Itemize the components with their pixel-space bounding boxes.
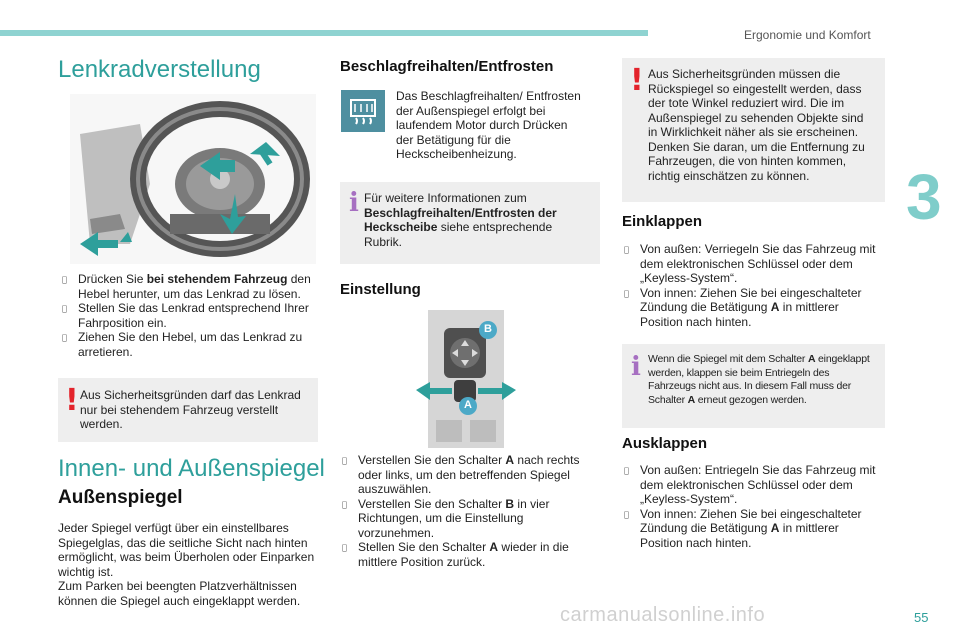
fold-bullet-list (624, 242, 884, 329)
info-icon: i (349, 188, 359, 218)
info-box-defrost (340, 182, 600, 264)
title-lenkradverstellung: Lenkradverstellung (58, 56, 261, 83)
warning-text: Aus Sicherheitsgründen müssen die Rückspiegel so eingestellt werden, dass der tote Winkel reduziert wird. Die im Außenspiegel zu sehenden Objekte sind in Wirklichkeit näher als sie erscheinen. Denken Sie daran, um die Entfernung zu Fahrzeugen, die von hinten kommen, richtig einschätzen zu können. (648, 67, 865, 183)
defrost-text: Das Beschlagfreihalten/ Entfrosten der Außenspiegel erfolgt bei laufendem Motor durch Drücken der Betätigung für die Heckscheibenheizung. (396, 89, 581, 161)
steering-wheel-illustration (70, 94, 316, 264)
warning-icon: ! (65, 383, 79, 418)
rear-defrost-icon (341, 90, 385, 132)
list-item: Von innen: Ziehen Sie bei eingeschalteter Zündung die Betätigung A in mittlerer Position nach hinten. (640, 506, 862, 550)
info-icon: i (631, 352, 641, 382)
info-text: Wenn die Spiegel mit dem Schalter A eingeklappt werden, klappen sie beim Entriegeln des Fahrzeugs nicht aus. In diesem Fall muss der Schalter A erneut gezogen werden. (648, 353, 870, 406)
info-text: Für weitere Informationen zum Beschlagfreihalten/Entfrosten der Heckscheibe siehe entsprechende Rubrik. (364, 191, 557, 249)
unfold-bullet-list (624, 463, 884, 550)
chapter-number: 3 (906, 161, 942, 233)
watermark: carmanualsonline.info (560, 604, 766, 626)
title-ausklappen: Ausklappen (622, 435, 708, 452)
list-item: Stellen Sie den Schalter A wieder in die mittlere Position zurück. (358, 540, 569, 569)
list-item: Verstellen Sie den Schalter B in vier Richtungen, um die Einstellung vorzunehmen. (358, 496, 550, 540)
mirror-switch-illustration (416, 310, 516, 448)
label-b: B (484, 323, 492, 335)
list-item: Ziehen Sie den Hebel, um das Lenkrad zu arretieren. (78, 330, 303, 359)
list-item: Verstellen Sie den Schalter A nach rechts oder links, um den betreffenden Spiegel auszuwählen. (358, 453, 580, 496)
warning-icon: ! (630, 63, 644, 98)
warning-text: Aus Sicherheitsgründen darf das Lenkrad nur bei stehendem Fahrzeug verstellt werden. (80, 388, 301, 431)
warning-box-steering (58, 378, 318, 442)
header-accent-bar (0, 30, 648, 36)
title-innen-aussenspiegel: Innen- und Außenspiegel (58, 455, 325, 482)
middle-bullet-list (342, 453, 592, 569)
info-box-fold (622, 344, 885, 428)
list-item: Von innen: Ziehen Sie bei eingeschalteter Zündung die Betätigung A in mittlerer Position nach hinten. (640, 285, 862, 329)
label-a: A (464, 399, 472, 411)
mirror-paragraph: Jeder Spiegel verfügt über ein einstellbares Spiegelglas, das die seitliche Sicht nach hinten ermöglicht, was beim Überholen oder Einparken wichtig ist. Zum Parken bei beengten Platzverhältnissen können die Spiegel auch eingeklappt werden. (58, 521, 315, 608)
list-item: Von außen: Verriegeln Sie das Fahrzeug mit dem elektronischen Schlüssel oder dem „Keyless-System“. (640, 242, 876, 285)
list-item: Stellen Sie das Lenkrad entsprechend Ihrer Fahrposition ein. (78, 301, 309, 330)
title-beschlagfreihalten: Beschlagfreihalten/Entfrosten (340, 58, 554, 75)
warning-box-mirrors (622, 58, 885, 202)
section-title: Ergonomie und Komfort (744, 28, 871, 42)
title-einklappen: Einklappen (622, 213, 703, 230)
page-number: 55 (914, 610, 929, 625)
list-item: Von außen: Entriegeln Sie das Fahrzeug mit dem elektronischen Schlüssel oder dem „Keyless-System“. (640, 463, 876, 506)
list-item: Drücken Sie bei stehendem Fahrzeug den Hebel herunter, um das Lenkrad zu lösen. (78, 272, 311, 301)
subtitle-aussenspiegel: Außenspiegel (58, 487, 183, 508)
left-bullet-list (62, 272, 320, 359)
title-einstellung: Einstellung (340, 281, 421, 298)
